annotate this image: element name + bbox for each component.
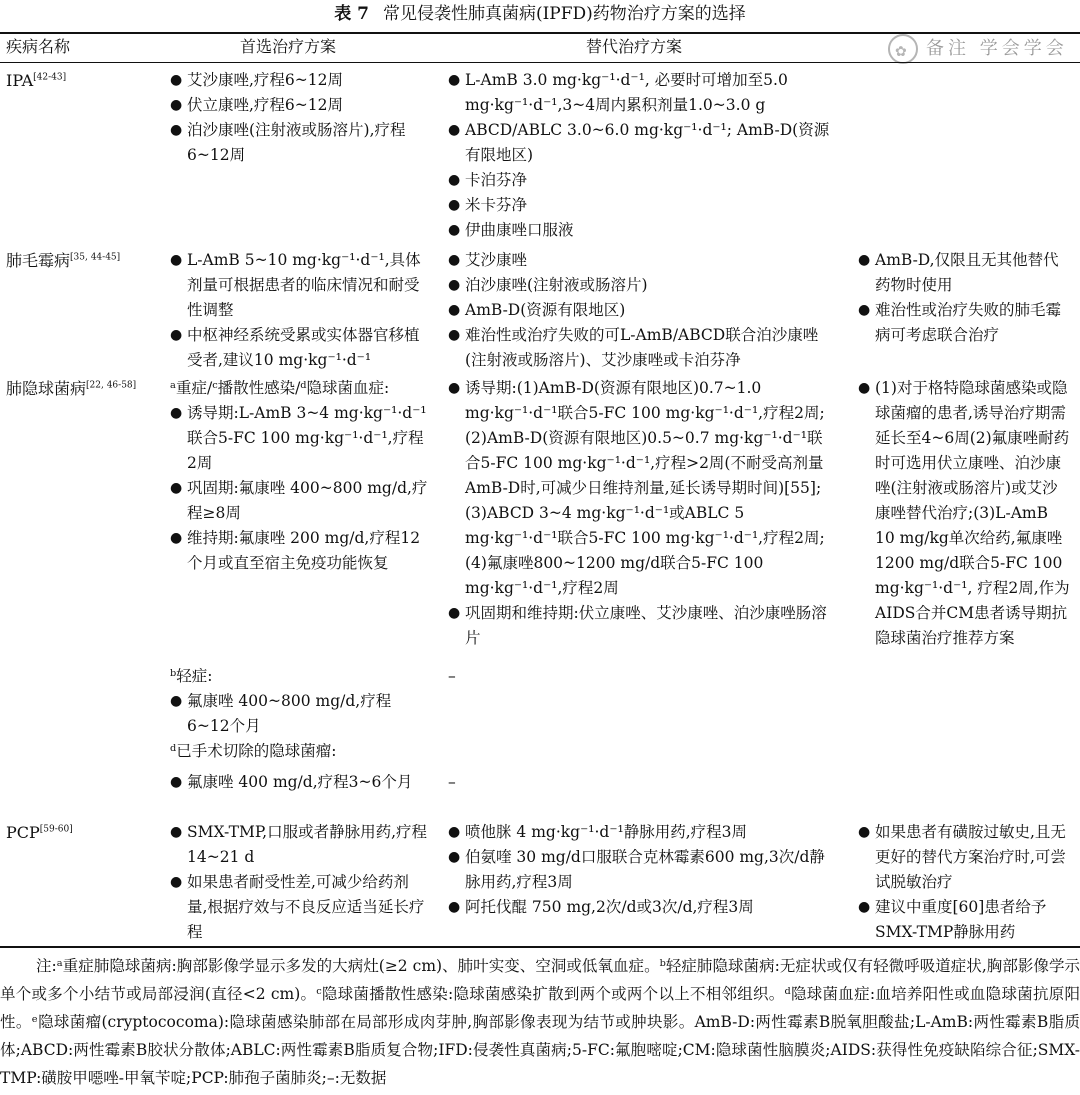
list-item: ● 喷他脒 4 mg·kg⁻¹·d⁻¹静脉用药,疗程3周 (448, 820, 830, 845)
row-crypto-first (170, 376, 428, 576)
row-crypto-resected (170, 770, 428, 795)
disease-name: PCP (6, 823, 40, 842)
row-crypto-resected-alt: – (448, 773, 456, 791)
row-ipa-disease (6, 68, 66, 93)
reference: [59-60] (39, 824, 73, 835)
row-crypto-mild (170, 664, 428, 764)
row-crypto-alt (448, 376, 830, 651)
list-item: ● 艾沙康唑 (448, 248, 830, 273)
row-mucor-disease (6, 248, 120, 273)
list-item: ● 艾沙康唑,疗程6~12周 (170, 68, 428, 93)
reference: [35, 44-45] (70, 252, 121, 263)
list-item: ● 伯氨喹 30 mg/d口服联合克林霉素600 mg,3次/d静脉用药,疗程3周 (448, 845, 830, 895)
list-item: ● (1)对于格特隐球菌感染或隐球菌瘤的患者,诱导治疗期需延长至4~6周(2)氟康唑耐药时可选用伏立康唑、泊沙康唑(注射液或肠溶片)或艾沙康唑替代治疗;(3)L-AmB 10 mg/kg单次给药,氟康唑 1200 mg/d联合5-FC 100 mg·kg⁻¹·d⁻¹, 疗程2周,作为AIDS合并CM患者诱导期抗隐球菌治疗推荐方案 (858, 376, 1070, 651)
subheading: ᵇ轻症: (170, 667, 213, 685)
row-crypto-remark (858, 376, 1070, 651)
list-item: ● 米卡芬净 (448, 193, 830, 218)
table-number: 表 7 (334, 4, 369, 24)
list-item: ● 如果患者有磺胺过敏史,且无更好的替代方案治疗时,可尝试脱敏治疗 (858, 820, 1070, 895)
list-item: ● 难治性或治疗失败的肺毛霉病可考虑联合治疗 (858, 298, 1070, 348)
list-item: ● 氟康唑 400~800 mg/d,疗程6~12个月 (170, 689, 428, 739)
list-item: ● 巩固期:氟康唑 400~800 mg/d,疗程≥8周 (170, 476, 428, 526)
row-mucor-remark (858, 248, 1070, 348)
list-item: ● 泊沙康唑(注射液或肠溶片),疗程6~12周 (170, 118, 428, 168)
list-item: ● 泊沙康唑(注射液或肠溶片) (448, 273, 830, 298)
header-rule (0, 62, 1080, 63)
list-item: ● 伊曲康唑口服液 (448, 218, 830, 243)
list-item: ● 建议中重度[60]患者给予SMX-TMP静脉用药 (858, 895, 1070, 945)
disease-name: 肺毛霉病 (6, 251, 71, 270)
list-item: ● 巩固期和维持期:伏立康唑、艾沙康唑、泊沙康唑肠溶片 (448, 601, 830, 651)
row-mucor-alt (448, 248, 830, 373)
list-item: ● AmB-D,仅限且无其他替代药物时使用 (858, 248, 1070, 298)
footnote-text: 注:ᵃ重症肺隐球菌病:胸部影像学显示多发的大病灶(≥2 cm)、肺叶实变、空洞或低氧血症。ᵇ轻症肺隐球菌病:无症状或仅有轻微呼吸道症状,胸部影像学示单个或多个小结节或局部浸润(直径<2 cm)。ᶜ隐球菌播散性感染:隐球菌感染扩散到两个或两个以上不相邻组织。ᵈ隐球菌血症:血培养阳性或血隐球菌抗原阳性。ᵉ隐球菌瘤(cryptococoma):隐球菌感染肺部在局部形成肉芽肿,胸部影像表现为结节或肿块影。AmB-D:两性霉素B脱氧胆酸盐;L-AmB:两性霉素B脂质体;ABCD:两性霉素B胶状分散体;ABLC:两性霉素B脂质复合物;IFD:侵袭性真菌病;5-FC:氟胞嘧啶;CM:隐球菌性脑膜炎;AIDS:获得性免疫缺陷综合征;SMX-TMP:磺胺甲噁唑-甲氧苄啶;PCP:肺孢子菌肺炎;–:无数据 (0, 957, 1080, 1087)
list-item: ● 难治性或治疗失败的可L-AmB/ABCD联合泊沙康唑(注射液或肠溶片)、艾沙康唑或卡泊芬净 (448, 323, 830, 373)
list-item: ● 诱导期:(1)AmB-D(资源有限地区)0.7~1.0 mg·kg⁻¹·d⁻¹联合5-FC 100 mg·kg⁻¹·d⁻¹,疗程2周;(2)AmB-D(资源有限地区)0.5~0.7 mg·kg⁻¹·d⁻¹联合5-FC 100 mg·kg⁻¹·d⁻¹,疗程>2周(不耐受高剂量AmB-D时,可减少日维持剂量,延长诱导期时间)[55];(3)ABCD 3~4 mg·kg⁻¹·d⁻¹或ABLC 5 mg·kg⁻¹·d⁻¹联合5-FC 100 mg·kg⁻¹·d⁻¹,疗程2周;(4)氟康唑800~1200 mg/d联合5-FC 100 mg·kg⁻¹·d⁻¹,疗程2周 (448, 376, 830, 601)
row-pcp-alt (448, 820, 830, 920)
row-mucor-first (170, 248, 428, 373)
list-item: ● AmB-D(资源有限地区) (448, 298, 830, 323)
header-disease: 疾病名称 (6, 37, 71, 56)
disease-name: IPA (6, 71, 34, 90)
list-item: ● 伏立康唑,疗程6~12周 (170, 93, 428, 118)
list-item: ● 氟康唑 400 mg/d,疗程3~6个月 (170, 770, 428, 795)
table-title (0, 2, 1080, 26)
list-item: ● 如果患者耐受性差,可减少给药剂量,根据疗效与不良反应适当延长疗程 (170, 870, 428, 945)
reference: [22, 46-58] (86, 380, 137, 391)
row-pcp-remark (858, 820, 1070, 945)
list-item: ● SMX-TMP,口服或者静脉用药,疗程14~21 d (170, 820, 428, 870)
disease-name: 肺隐球菌病 (6, 379, 87, 398)
reference: [42-43] (33, 72, 67, 83)
subheading: ᵈ已手术切除的隐球菌瘤: (170, 742, 337, 760)
row-crypto-mild-alt: – (448, 667, 456, 685)
header-alternative: 替代治疗方案 (586, 37, 683, 56)
table-footnote (0, 952, 1080, 1092)
list-item: ● L-AmB 3.0 mg·kg⁻¹·d⁻¹, 必要时可增加至5.0 mg·kg⁻¹·d⁻¹,3~4周内累积剂量1.0~3.0 g (448, 68, 830, 118)
subheading: ᵃ重症/ᶜ播散性感染/ᵈ隐球菌血症: (170, 379, 390, 397)
table-caption: 常见侵袭性肺真菌病(IPFD)药物治疗方案的选择 (382, 4, 746, 24)
row-pcp-disease (6, 820, 73, 845)
header-first-line: 首选治疗方案 (240, 37, 337, 56)
seal-icon (888, 34, 918, 64)
list-item: ● 中枢神经系统受累或实体器官移植受者,建议10 mg·kg⁻¹·d⁻¹ (170, 323, 428, 373)
row-ipa-alt (448, 68, 830, 243)
row-pcp-first (170, 820, 428, 945)
list-item: ● 诱导期:L-AmB 3~4 mg·kg⁻¹·d⁻¹联合5-FC 100 mg·kg⁻¹·d⁻¹,疗程2周 (170, 401, 428, 476)
list-item: ● 阿托伐醌 750 mg,2次/d或3次/d,疗程3周 (448, 895, 830, 920)
bottom-rule (0, 946, 1080, 948)
list-item: ● L-AmB 5~10 mg·kg⁻¹·d⁻¹,具体剂量可根据患者的临床情况和耐受性调整 (170, 248, 428, 323)
watermark-text: 备注 学会学会 (926, 38, 1068, 59)
list-item: ● 维持期:氟康唑 200 mg/d,疗程12个月或直至宿主免疫功能恢复 (170, 526, 428, 576)
watermark (888, 34, 1074, 64)
list-item: ● ABCD/ABLC 3.0~6.0 mg·kg⁻¹·d⁻¹; AmB-D(资源有限地区) (448, 118, 830, 168)
row-crypto-disease (6, 376, 136, 401)
row-ipa-first (170, 68, 428, 168)
list-item: ● 卡泊芬净 (448, 168, 830, 193)
